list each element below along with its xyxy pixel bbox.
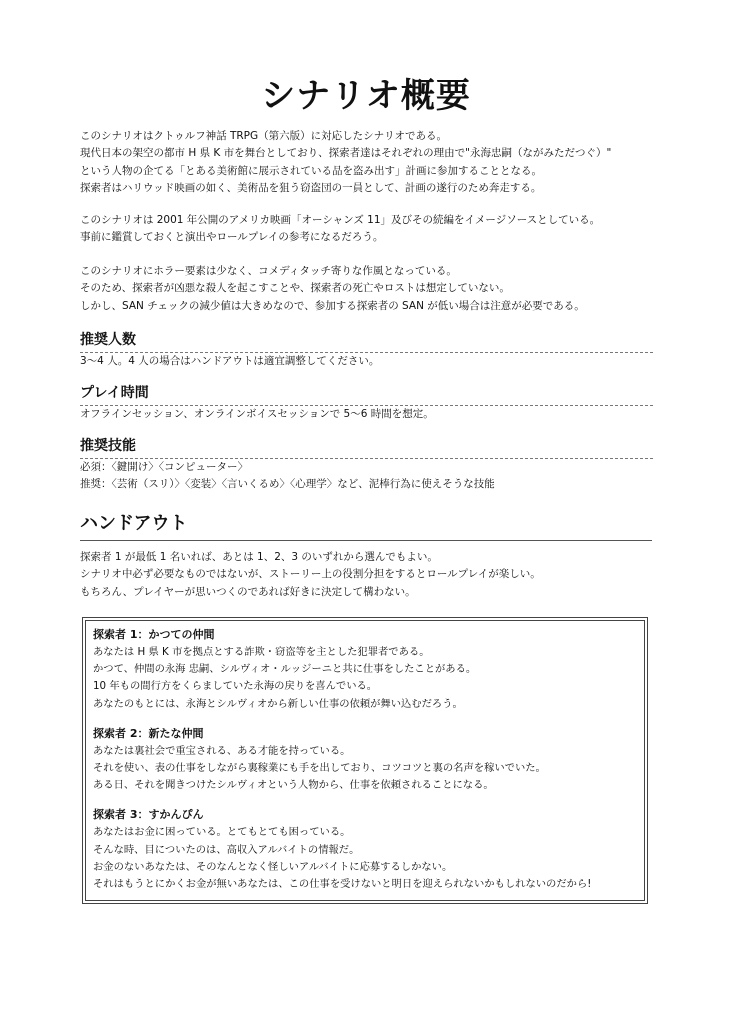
intro-paragraph-2 [80, 212, 680, 247]
section-recommended-skills [80, 436, 680, 494]
handout-title: ハンドアウト [80, 513, 188, 534]
handout-intro-line: もちろん、プレイヤーが思いつくのであれば好きに決定して構わない。 [80, 585, 416, 598]
investigator-line: それを使い、表の仕事をしながら裏稼業にも手を出しており、コツコツと裏の名声を稼いでいた。 [93, 762, 546, 775]
investigator-line: そんな時、目についたのは、高収入アルバイトの情報だ。 [93, 843, 360, 856]
section-title: プレイ時間 [80, 385, 149, 401]
investigator-line: あなたのもとには、永海とシルヴィオから新しい仕事の依頼が舞い込むだろう。 [93, 697, 463, 710]
handout-intro-line: 探索者 1 が最低 1 名いれば、あとは 1、2、3 のいずれから選んでもよい。 [80, 551, 438, 563]
section-handout [80, 512, 680, 541]
intro-line: 事前に鑑賞しておくと演出やロールプレイの参考になるだろう。 [80, 231, 384, 244]
section-line: 3～4 人。4 人の場合はハンドアウトは適宜調整してください。 [80, 355, 380, 367]
investigator-line: ある日、それを聞きつけたシルヴィオという人物から、仕事を依頼されることになる。 [93, 779, 494, 792]
section-line: 必須：〈鍵開け〉〈コンピューター〉 [80, 461, 248, 473]
investigator-line: かつて、仲間の永海 忠嗣、シルヴィオ・ルッジーニと共に仕事をしたことがある。 [93, 663, 477, 676]
investigator-line: あなたは裏社会で重宝される、ある才能を持っている。 [93, 744, 351, 757]
handout-intro [80, 549, 680, 601]
investigator-3 [93, 806, 641, 893]
investigator-title: 探索者 3：すかんぴん [93, 808, 204, 822]
intro-line: このシナリオにホラー要素は少なく、コメディタッチ寄りな作風となっている。 [80, 265, 457, 277]
intro-line: しかし、SAN チェックの減少値は大きめなので、参加する探索者の SAN が低い場合は注意が必要である。 [80, 299, 585, 312]
investigator-line: あなたは H 県 K 市を拠点とする詐欺・窃盗等を主とした犯罪者である。 [93, 646, 430, 658]
intro-paragraph-1 [80, 128, 680, 198]
investigator-1 [93, 626, 641, 713]
section-line: 推奨：〈芸術（スリ）〉〈変装〉〈言いくるめ〉〈心理学〉など、泥棒行為に使えそうな技能 [80, 478, 495, 491]
investigator-2 [93, 725, 641, 795]
handout-box-content [93, 626, 641, 905]
section-line: オフラインセッション、オンラインボイスセッションで 5～6 時間を想定。 [80, 408, 434, 420]
investigator-line: 10 年もの間行方をくらましていた永海の戻りを喜んでいる。 [93, 680, 378, 693]
intro-line: 現代日本の架空の都市 H 県 K 市を舞台としており、探索者達はそれぞれの理由で"永海忠嗣（ながみただつぐ）" [80, 147, 612, 160]
investigator-line: お金のないあなたは、そのなんとなく怪しいアルバイトに応募するしかない。 [93, 860, 453, 873]
investigator-line: それはもうとにかくお金が無いあなたは、この仕事を受けないと明日を迎えられないかもしれないのだから! [93, 878, 592, 891]
intro-paragraph-3 [80, 263, 680, 315]
intro-line: このシナリオは 2001 年公開のアメリカ映画「オーシャンズ 11」及びその続編をイメージソースとしている。 [80, 214, 601, 226]
handout-box [82, 617, 648, 904]
handout-intro-line: シナリオ中必ず必要なものではないが、ストーリー上の役割分担をするとロールプレイが楽しい。 [80, 568, 541, 581]
section-recommended-players [80, 330, 680, 370]
page-title: シナリオ概要 [261, 76, 471, 116]
investigator-line: あなたはお金に困っている。とてもとても困っている。 [93, 826, 351, 839]
section-play-time [80, 383, 680, 423]
section-title: 推奨技能 [80, 438, 136, 454]
investigator-title: 探索者 1：かつての仲間 [93, 628, 215, 641]
intro-line: という人物の企てる「とある美術館に展示されている品を盗み出す」計画に参加することとなる。 [80, 164, 542, 177]
solid-divider [80, 540, 652, 541]
section-title: 推奨人数 [80, 332, 136, 348]
intro-line: そのため、探索者が凶悪な殺人を起こすことや、探索者の死亡やロストは想定していない。 [80, 282, 510, 295]
investigator-title: 探索者 2：新たな仲間 [93, 726, 204, 740]
intro-line: 探索者はハリウッド映画の如く、美術品を狙う窃盗団の一員として、計画の遂行のため奔走する。 [80, 182, 542, 195]
intro-line: このシナリオはクトゥルフ神話 TRPG（第六版）に対応したシナリオである。 [80, 130, 448, 142]
